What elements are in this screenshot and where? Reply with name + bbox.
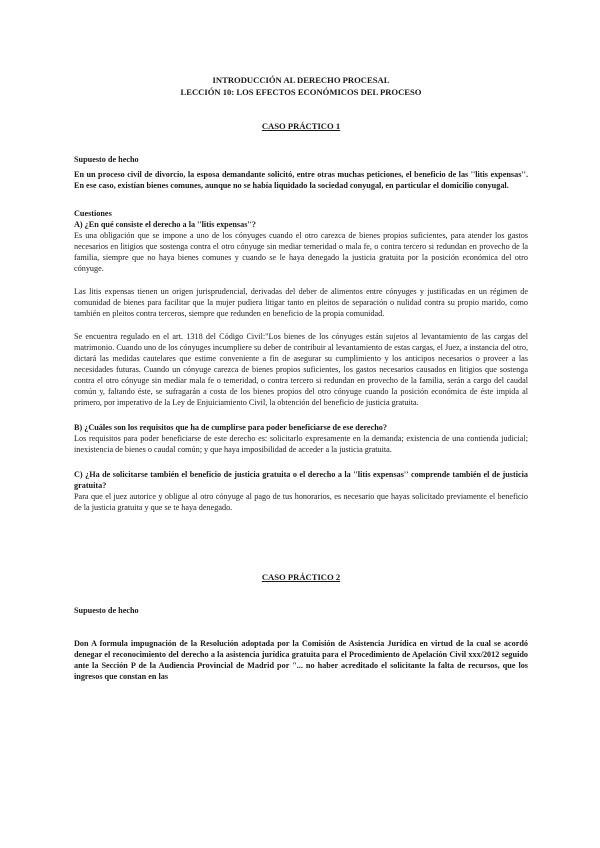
answer-a-paragraph-2: Las litis expensas tienen un origen jurisprudencial, derivadas del deber de alimentos entre cónyuges y justificadas en un régimen de comunidad de bienes para facilitar que la mujer pudiera litigar tanto en pleitos de separación o nulidad contra su propio marido, como también en pleitos contra terceros, siempre que redunden en beneficio de la propia comunidad.: [74, 287, 528, 318]
case-1-facts-heading: Supuesto de hecho: [74, 155, 139, 164]
case-2-facts-heading: Supuesto de hecho: [74, 606, 139, 615]
answer-b-paragraph-1: Los requisitos para poder beneficiarse de este derecho es: solicitarlo expresamente en la demanda; existencia de una contienda judicial; inexistencia de bienes o caudal común; y que haya imposibilidad de acceder a la justicia gratuita.: [74, 434, 528, 454]
question-b: B) ¿Cuáles son los requisitos que ha de cumplirse para poder beneficiarse de ese derecho?: [74, 423, 387, 432]
case-1-questions-heading: Cuestiones: [74, 209, 112, 218]
question-c: C) ¿Ha de solicitarse también el beneficio de justicia gratuita o el derecho a la ''litis expensas'' comprende también el de justicia gratuita?: [74, 470, 528, 490]
case-1-title: CASO PRÁCTICO 1: [261, 121, 341, 131]
case-1-facts-text: En un proceso civil de divorcio, la esposa demandante solicitó, entre otras muchas peticiones, el beneficio de las ''litis expensas''. En ese caso, existían bienes comunes, aunque no se había liquidado la sociedad conyugal, en particular el domicilio conyugal.: [74, 170, 528, 190]
question-a: A) ¿En qué consiste el derecho a la ''litis expensas''?: [74, 220, 257, 229]
answer-a-paragraph-1: Es una obligación que se impone a uno de los cónyuges cuando el otro carezca de bienes propios suficientes, para atender los gastos necesarios en litigios que sostenga contra el otro cónyuge sin mediar temeridad o mala fe, o contra tercero si redundan en provecho de la familia, siempre que no haya bienes comunes y cuando se le haya denegado la justicia gratuita por la posición económica del otro cónyuge.: [74, 231, 528, 273]
lesson-title: LECCIÓN 10: LOS EFECTOS ECONÓMICOS DEL PROCESO: [180, 87, 422, 97]
case-2-facts-text: Don A formula impugnación de la Resolución adoptada por la Comisión de Asistencia Jurídica en virtud de la cual se acordó denegar el reconocimiento del derecho a la asistencia jurídica gratuita para el Procedimiento de Apelación Civil xxx/2012 seguido ante la Sección P de la Audiencia Provincial de Madrid por "... no haber acreditado el solicitante la falta de recursos, que los ingresos que constan en las: [74, 639, 528, 681]
answer-a-paragraph-3: Se encuentra regulado en el art. 1318 del Código Civil:"Los bienes de los cónyuges están sujetos al levantamiento de las cargas del matrimonio. Cuando uno de los cónyuges incumpliere su deber de contribuir al levantamiento de estas cargas, el Juez, a instancia del otro, dictará las medidas cautelares que estime conveniente a fin de asegurar su cumplimiento y los anticipos necesarios o proveer a las necesidades futuras. Cuando un cónyuge carezca de bienes propios suficientes, los gastos necesarios causados en litigios que sostenga contra el otro cónyuge sin mediar mala fe o temeridad, o contra tercero si redundan en provecho de la familia, serán a cargo del caudal común y, faltando éste, se sufragarán a costa de los bienes propios del otro cónyuge cuando la posición económica de éste impida al primero, por imperativo de la Ley de Enjuiciamiento Civil, la obtención del beneficio de justicia gratuita.: [74, 332, 528, 407]
answer-c-paragraph-1: Para que el juez autorice y obligue al otro cónyuge al pago de tus honorarios, es necesario que hayas solicitado previamente el beneficio de la justicia gratuita y que se te haya denegado.: [74, 492, 528, 512]
case-2-title: CASO PRÁCTICO 2: [261, 572, 341, 582]
document-title: INTRODUCCIÓN AL DERECHO PROCESAL: [212, 75, 390, 85]
